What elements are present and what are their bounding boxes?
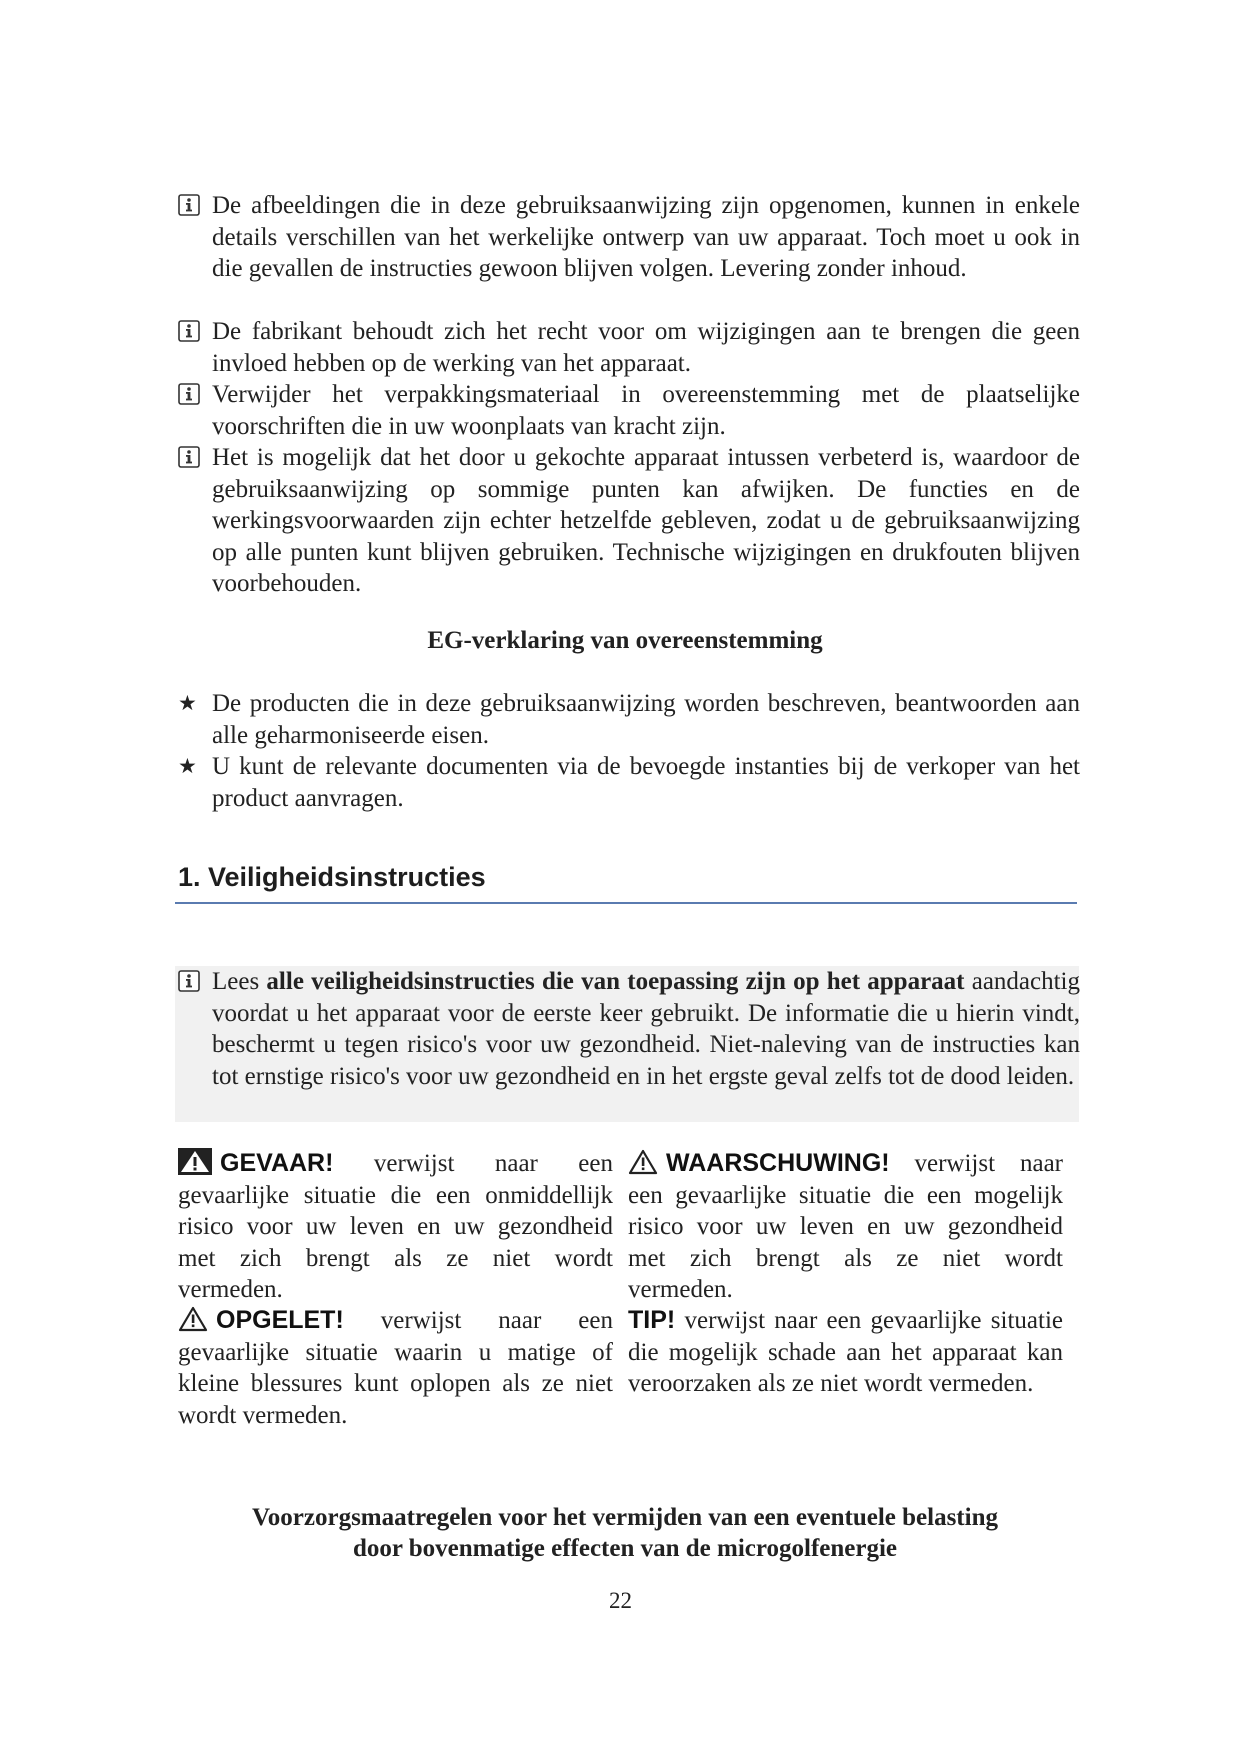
caution-triangle-icon [178,1306,208,1332]
heading-rule [175,902,1077,904]
eg-list-item-text: U kunt de relevante documenten via de bevoegde instanties bij de verkoper van het product aanvragen. [212,753,1080,812]
eg-list-item [178,688,1080,751]
info-note-text: Verwijder het verpakkingsmateriaal in overeenstemming met de plaatselijke voorschriften die in uw woonplaats van kracht zijn. [212,381,1080,440]
star-bullet-icon: ★ [178,691,197,715]
danger-definition [178,1148,613,1306]
info-icon [178,320,200,342]
safety-note-suffix: aandachtig voordat u het apparaat voor de eerste keer gebruikt. De informatie die u hierin vindt, beschermt u tegen risico's voor uw gezondheid. Niet-naleving van de instructies kan tot ernstige risico's voor uw gezondheid en in het ergste geval zelfs tot de dood leiden. [212,968,1080,1090]
info-note-text: De afbeeldingen die in deze gebruiksaanwijzing zijn opgenomen, kunnen in enkele details verschillen van het werkelijke ontwerp van uw apparaat. Toch moet u ook in die gevallen de instructies gewoon blijven volgen. Levering zonder inhoud. [212,192,1080,282]
warning-text: verwijst naar een gevaarlijke situatie die een mogelijk risico voor uw leven en uw gezondheid met zich brengt als ze niet wordt vermeden. [628,1150,1063,1303]
eg-list-item [178,751,1080,814]
info-note-text: Het is mogelijk dat het door u gekochte apparaat intussen verbeterd is, waardoor de gebruiksaanwijzing op sommige punten kan afwijken. De functies en de werkingsvoorwaarden zijn echter hetzelfde gebleven, zodat u de gebruiksaanwijzing op alle punten kunt blijven gebruiken. Technische wijzigingen en drukfouten blijven voorbehouden. [212,444,1080,597]
info-icon [178,194,200,216]
danger-warning-icon [178,1148,212,1175]
star-bullet-icon: ★ [178,754,197,778]
info-icon [178,383,200,405]
warning-triangle-icon [628,1149,658,1175]
safety-note-emphasis: alle veiligheidsinstructies die van toepassing zijn op het apparaat [266,968,965,995]
info-note [178,316,1080,379]
info-icon [178,970,200,992]
warning-definition [628,1148,1063,1306]
caution-label: OPGELET! [216,1306,344,1334]
tip-label: TIP! [628,1306,676,1334]
caution-definition [178,1305,613,1431]
precautions-heading-line2: door bovenmatige effecten van de microgolfenergie [352,1535,898,1562]
info-note [178,379,1080,442]
danger-label: GEVAAR! [220,1149,334,1177]
info-note [178,190,1080,285]
danger-text: verwijst naar een gevaarlijke situatie die een onmiddellijk risico voor uw leven en uw gezondheid met zich brengt als ze niet wordt vermeden. [178,1150,613,1303]
safety-note-prefix: Lees [212,968,267,995]
precautions-heading-line1: Voorzorgsmaatregelen voor het vermijden van een eventuele belasting [252,1504,998,1531]
eg-list-item-text: De producten die in deze gebruiksaanwijzing worden beschreven, beantwoorden aan alle geharmoniseerde eisen. [212,690,1080,749]
caution-text: verwijst naar een gevaarlijke situatie waarin u matige of kleine blessures kunt oplopen als ze niet wordt vermeden. [178,1307,613,1429]
warning-label: WAARSCHUWING! [666,1149,890,1177]
section-heading: 1. Veiligheidsinstructies [178,862,486,892]
tip-text: verwijst naar een gevaarlijke situatie die mogelijk schade aan het apparaat kan veroorzaken als ze niet wordt vermeden. [628,1307,1063,1397]
eg-declaration-title: EG-verklaring van overeenstemming [427,627,823,654]
info-note-text: De fabrikant behoudt zich het recht voor om wijzigingen aan te brengen die geen invloed hebben op de werking van het apparaat. [212,318,1080,377]
safety-note-text [212,966,1080,1092]
info-icon [178,446,200,468]
safety-info-note [178,966,1080,1092]
page-number: 22 [609,1588,632,1613]
tip-definition [628,1305,1063,1400]
info-note [178,442,1080,600]
